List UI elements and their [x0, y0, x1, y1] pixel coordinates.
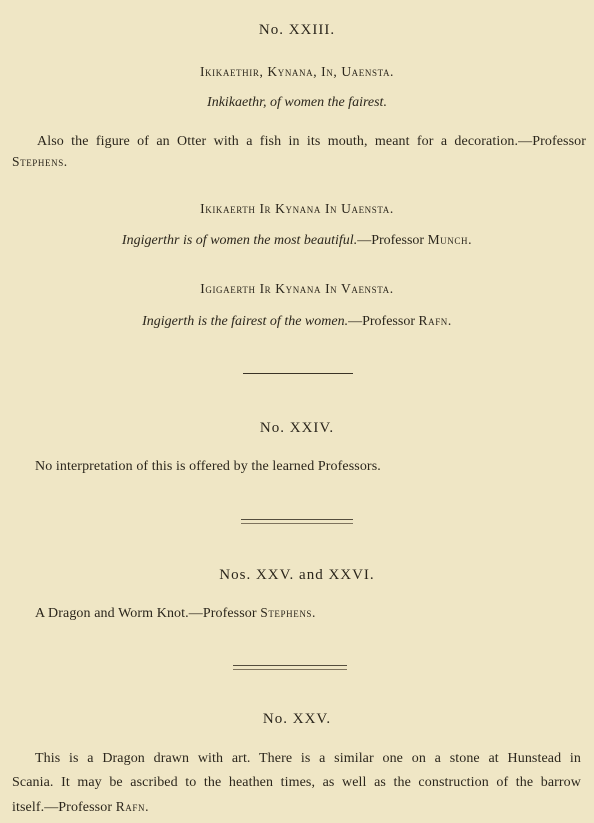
- paragraph-dragon-line3: [12, 798, 149, 817]
- translation-3-attribution: —Professor: [348, 314, 419, 329]
- translation-3: [0, 312, 594, 331]
- section-heading-xxv-xxvi: Nos. XXV. and XXVI.: [219, 567, 375, 583]
- section-heading-xxv: No. XXV.: [262, 711, 332, 727]
- section-divider-1: [243, 373, 353, 374]
- paragraph-otter-line2: Stephens.: [12, 154, 68, 169]
- section-heading-xxiv: No. XXIV.: [259, 420, 335, 436]
- dragon-worm-knot-text: A Dragon and Worm Knot.—Professor: [35, 606, 261, 621]
- runic-transliteration-2: Ikikaerth Ir Kynana In Uaensta.: [200, 201, 394, 216]
- runic-transliteration-3: Igigaerth Ir Kynana In Vaensta.: [200, 281, 394, 296]
- dragon-line3-author: Rafn.: [115, 799, 150, 814]
- dragon-line3-text: itself.—Professor: [12, 800, 116, 815]
- dragon-worm-knot-author: Stephens.: [260, 605, 317, 620]
- paragraph-no-interpretation: No interpretation of this is offered by the learned Professors.: [35, 459, 381, 474]
- section-divider-2: [241, 519, 353, 524]
- paragraph-otter-line1: Also the figure of an Otter with a fish in its mouth, meant for a decoration.—Professor: [37, 134, 586, 149]
- translation-2-attribution: —Professor: [357, 233, 428, 248]
- translation-1: Inkikaethr, of women the fairest.: [207, 95, 387, 110]
- paragraph-dragon-line1: This is a Dragon drawn with art. There is a similar one on a stone at Hunstead in: [35, 751, 581, 766]
- translation-2-author: Munch.: [427, 232, 473, 247]
- translation-2-text: Ingigerthr is of women the most beautiful.: [121, 233, 358, 248]
- translation-2: [0, 231, 594, 250]
- section-divider-3: [233, 665, 347, 670]
- translation-3-author: Rafn.: [418, 313, 452, 328]
- runic-transliteration-1: Ikikaethir, Kynana, In, Uaensta.: [199, 64, 395, 79]
- section-heading-xxiii: No. XXIII.: [258, 22, 336, 38]
- paragraph-dragon-worm-knot: [35, 604, 316, 623]
- paragraph-dragon-line2: Scania. It may be ascribed to the heathen times, as well as the construction of the barrow: [12, 775, 581, 790]
- translation-3-text: Ingigerth is the fairest of the women.: [142, 314, 349, 329]
